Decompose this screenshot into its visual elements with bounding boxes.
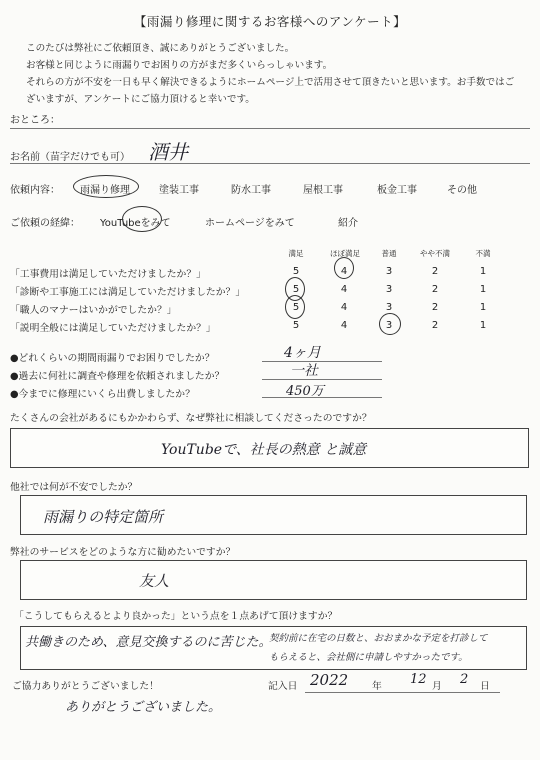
form-title: 【雨漏り修理に関するお客様へのアンケート】 xyxy=(133,14,407,29)
rating-1-2: 2 xyxy=(431,266,439,277)
answer-circle xyxy=(379,313,401,335)
rating-2-3: 3 xyxy=(385,284,393,295)
rating-4-5: 5 xyxy=(292,320,300,331)
rating-4-2: 2 xyxy=(431,320,439,331)
rating-header-satisfied: 満足 xyxy=(288,249,304,258)
rating-1-4: 4 xyxy=(340,266,348,277)
rating-1-5: 5 xyxy=(292,266,300,277)
rating-3-4: 4 xyxy=(340,302,348,313)
cost-answer: 450万 xyxy=(286,384,324,399)
selected-circle xyxy=(73,175,139,198)
request-option-other: その他 xyxy=(447,185,477,196)
improvement-answer-2a: 契約前に在宅の日数と、おおまかな予定を打診して xyxy=(269,633,488,644)
recommend-answer: 友人 xyxy=(139,572,170,590)
intro-line-1: このたびは弊社にご依頼頂き、誠にありがとうございました。 xyxy=(26,43,295,54)
date-year: 2022 xyxy=(310,671,349,689)
date-month-unit: 月 xyxy=(432,681,442,692)
worry-answer-box xyxy=(20,495,527,535)
rating-question-4: 「説明全般には満足していただけましたか？」 xyxy=(10,323,216,334)
rating-1-3: 3 xyxy=(385,266,393,277)
cost-question: ●今までに修理にいくら出費しましたか？ xyxy=(10,389,195,400)
name-value: 酒井 xyxy=(148,140,188,164)
recommend-answer-box xyxy=(20,560,527,600)
date-label: 記入日 xyxy=(268,681,298,692)
rating-1-1: 1 xyxy=(479,266,487,277)
request-option-leak-repair: 雨漏り修理 xyxy=(80,185,130,196)
request-option-sheet-metal: 板金工事 xyxy=(377,185,417,196)
rating-question-1: 「工事費用は満足していただけましたか？」 xyxy=(10,269,206,280)
companies-question: ●過去に何社に調査や修理を依頼されましたか？ xyxy=(10,371,225,382)
rating-3-3: 3 xyxy=(385,302,393,313)
rating-header-mostly-satisfied: ほぼ満足 xyxy=(330,249,360,258)
rating-2-5: 5 xyxy=(292,284,300,295)
rating-4-1: 1 xyxy=(479,320,487,331)
referral-option-youtube: YouTubeをみて xyxy=(100,218,171,229)
rating-4-4: 4 xyxy=(340,320,348,331)
intro-line-3: それらの方が不安を一日も早く解決できるようにホームページ上で活用させて頂きたいと思います。お手数ではご xyxy=(26,77,515,88)
companies-answer: 一社 xyxy=(290,363,318,379)
answer-circle xyxy=(334,257,354,279)
improvement-answer-2b: もらえると、会社側に申請しやすかったです。 xyxy=(269,652,468,663)
customer-reply: ありがとうございました。 xyxy=(65,700,222,715)
reason-question: たくさんの会社があるにもかかわらず、なぜ弊社に相談してくださったのですか？ xyxy=(10,413,372,424)
answer-circle xyxy=(285,295,305,319)
referral-label: ご依頼の経緯： xyxy=(10,218,80,229)
rating-2-4: 4 xyxy=(340,284,348,295)
address-label: おところ： xyxy=(10,115,60,126)
rating-3-1: 1 xyxy=(479,302,487,313)
reason-answer: YouTubeで、社長の熱意 と誠意 xyxy=(161,442,367,458)
rating-header-neutral: 普通 xyxy=(381,249,397,258)
improvement-answer-1: 共働きのため、意見交換するのに苦じた。 xyxy=(25,635,272,650)
reason-answer-box xyxy=(10,428,529,468)
rating-3-5: 5 xyxy=(292,302,300,313)
date-line xyxy=(305,692,500,693)
request-option-roofing: 屋根工事 xyxy=(303,185,343,196)
rating-3-2: 2 xyxy=(431,302,439,313)
rating-2-2: 2 xyxy=(431,284,439,295)
request-option-waterproofing: 防水工事 xyxy=(231,185,271,196)
date-day-unit: 日 xyxy=(480,681,490,692)
worry-answer: 雨漏りの特定箇所 xyxy=(43,508,164,526)
date-month: 12 xyxy=(410,672,427,687)
date-day: 2 xyxy=(460,672,469,687)
request-option-painting: 塗装工事 xyxy=(159,185,199,196)
rating-header-somewhat-dissatisfied: やや不満 xyxy=(420,249,450,258)
rating-header-dissatisfied: 不満 xyxy=(475,249,491,258)
cost-line xyxy=(262,397,382,398)
worry-question: 他社では何が不安でしたか？ xyxy=(10,482,138,493)
request-label: 依頼内容： xyxy=(10,185,60,196)
name-label: お名前（苗字だけでも可） xyxy=(10,152,130,163)
name-line xyxy=(10,163,530,164)
closing-thanks: ご協力ありがとうございました！ xyxy=(12,681,159,692)
selected-circle xyxy=(122,206,162,232)
recommend-question: 弊社のサービスをどのような方に勧めたいですか？ xyxy=(10,547,236,558)
duration-answer: 4ヶ月 xyxy=(284,345,321,361)
rating-question-2: 「診断や工事施工には満足していただけましたか？」 xyxy=(10,287,246,298)
improvement-question: 「こうしてもらえるとより良かった」という点を１点あげて頂けますか？ xyxy=(14,611,338,622)
rating-2-1: 1 xyxy=(479,284,487,295)
intro-line-2: お客様と同じように雨漏りでお困りの方がまだ多くいらっしゃいます。 xyxy=(26,60,333,71)
rating-question-3: 「職人のマナーはいかがでしたか？」 xyxy=(10,305,177,316)
referral-option-homepage: ホームページをみて xyxy=(205,218,295,229)
referral-option-introduction: 紹介 xyxy=(338,218,358,229)
date-year-unit: 年 xyxy=(372,681,382,692)
intro-line-4: ざいますが、アンケートにご協力頂けると幸いです。 xyxy=(26,94,255,105)
improvement-answer-box xyxy=(20,626,527,670)
address-line xyxy=(10,128,530,129)
rating-4-3: 3 xyxy=(385,320,393,331)
duration-line xyxy=(262,361,382,362)
duration-question: ●どれくらいの期間雨漏りでお困りでしたか？ xyxy=(10,353,215,364)
